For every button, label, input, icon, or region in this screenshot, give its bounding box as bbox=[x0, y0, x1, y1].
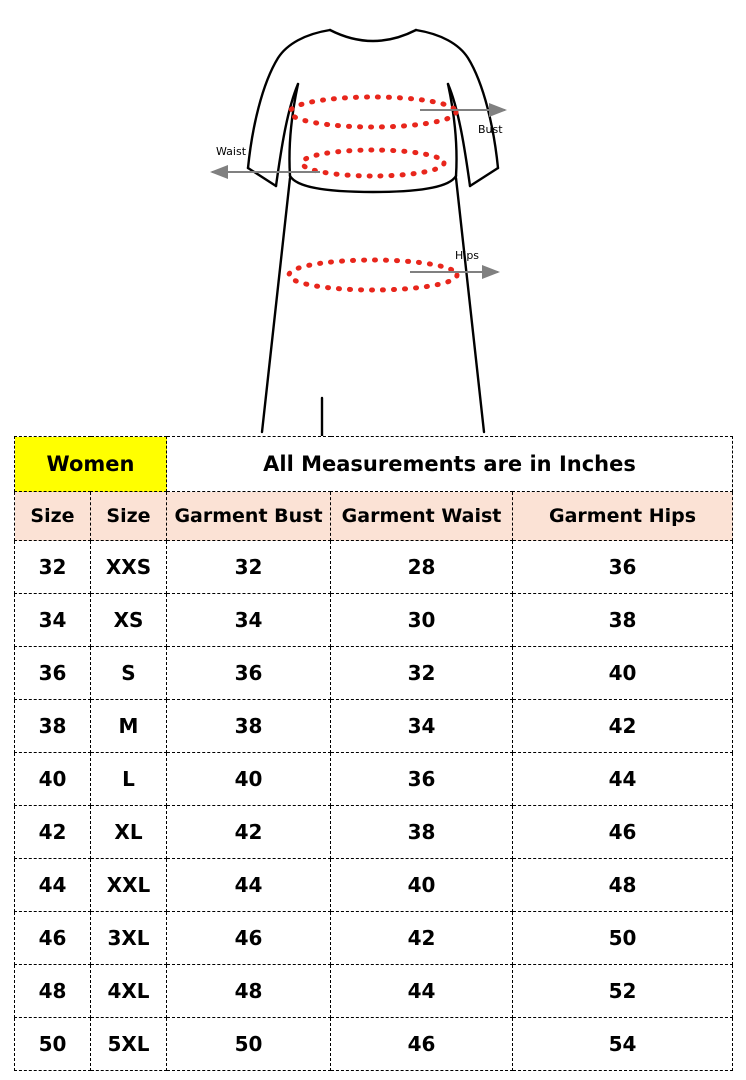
table-row bbox=[15, 753, 733, 806]
cell-size-numeric: 38 bbox=[15, 700, 91, 753]
chart-title-measurements: All Measurements are in Inches bbox=[167, 437, 733, 492]
waist-label: Waist bbox=[216, 145, 247, 158]
cell-bust: 38 bbox=[167, 700, 331, 753]
cell-hips: 46 bbox=[513, 806, 733, 859]
column-header-garment-hips: Garment Hips bbox=[513, 492, 733, 541]
cell-hips: 50 bbox=[513, 912, 733, 965]
cell-waist: 44 bbox=[331, 965, 513, 1018]
cell-bust: 40 bbox=[167, 753, 331, 806]
chart-title-row bbox=[15, 437, 733, 492]
hips-measure-line bbox=[289, 260, 457, 290]
cell-size-numeric: 46 bbox=[15, 912, 91, 965]
cell-bust: 32 bbox=[167, 541, 331, 594]
cell-waist: 30 bbox=[331, 594, 513, 647]
cell-bust: 50 bbox=[167, 1018, 331, 1071]
cell-size-letter: L bbox=[91, 753, 167, 806]
cell-waist: 36 bbox=[331, 753, 513, 806]
measurement-illustration bbox=[0, 0, 746, 436]
cell-size-letter: S bbox=[91, 647, 167, 700]
waist-measure-line bbox=[302, 150, 444, 176]
cell-waist: 38 bbox=[331, 806, 513, 859]
cell-size-letter: XXS bbox=[91, 541, 167, 594]
bust-label: Bust bbox=[478, 123, 503, 136]
cell-waist: 42 bbox=[331, 912, 513, 965]
size-chart-body bbox=[15, 437, 733, 1071]
cell-hips: 48 bbox=[513, 859, 733, 912]
cell-size-letter: 4XL bbox=[91, 965, 167, 1018]
cell-hips: 44 bbox=[513, 753, 733, 806]
cell-waist: 40 bbox=[331, 859, 513, 912]
cell-size-numeric: 36 bbox=[15, 647, 91, 700]
table-row bbox=[15, 594, 733, 647]
table-row bbox=[15, 1018, 733, 1071]
cell-bust: 46 bbox=[167, 912, 331, 965]
column-header-garment-waist: Garment Waist bbox=[331, 492, 513, 541]
table-row bbox=[15, 541, 733, 594]
column-header-size-numeric: Size bbox=[15, 492, 91, 541]
table-row bbox=[15, 647, 733, 700]
chart-title-women: Women bbox=[15, 437, 167, 492]
cell-waist: 28 bbox=[331, 541, 513, 594]
table-row bbox=[15, 912, 733, 965]
cell-bust: 42 bbox=[167, 806, 331, 859]
size-chart-table-wrapper bbox=[14, 436, 732, 1071]
table-row bbox=[15, 859, 733, 912]
cell-size-letter: 5XL bbox=[91, 1018, 167, 1071]
cell-bust: 44 bbox=[167, 859, 331, 912]
cell-size-letter: 3XL bbox=[91, 912, 167, 965]
size-chart-table bbox=[14, 436, 733, 1071]
hips-label: Hips bbox=[455, 249, 480, 262]
cell-hips: 38 bbox=[513, 594, 733, 647]
column-header-size-letter: Size bbox=[91, 492, 167, 541]
cell-bust: 34 bbox=[167, 594, 331, 647]
cell-size-letter: XXL bbox=[91, 859, 167, 912]
column-header-garment-bust: Garment Bust bbox=[167, 492, 331, 541]
cell-size-letter: XL bbox=[91, 806, 167, 859]
table-row bbox=[15, 806, 733, 859]
cell-bust: 36 bbox=[167, 647, 331, 700]
cell-bust: 48 bbox=[167, 965, 331, 1018]
cell-size-numeric: 32 bbox=[15, 541, 91, 594]
cell-hips: 40 bbox=[513, 647, 733, 700]
cell-size-numeric: 40 bbox=[15, 753, 91, 806]
cell-size-letter: XS bbox=[91, 594, 167, 647]
cell-hips: 42 bbox=[513, 700, 733, 753]
cell-hips: 36 bbox=[513, 541, 733, 594]
cell-size-numeric: 34 bbox=[15, 594, 91, 647]
cell-waist: 46 bbox=[331, 1018, 513, 1071]
table-row bbox=[15, 700, 733, 753]
chart-header-row bbox=[15, 492, 733, 541]
cell-size-numeric: 48 bbox=[15, 965, 91, 1018]
bust-measure-line bbox=[290, 97, 456, 127]
cell-hips: 52 bbox=[513, 965, 733, 1018]
table-row bbox=[15, 965, 733, 1018]
cell-waist: 32 bbox=[331, 647, 513, 700]
cell-size-letter: M bbox=[91, 700, 167, 753]
cell-hips: 54 bbox=[513, 1018, 733, 1071]
cell-size-numeric: 50 bbox=[15, 1018, 91, 1071]
cell-size-numeric: 42 bbox=[15, 806, 91, 859]
cell-size-numeric: 44 bbox=[15, 859, 91, 912]
cell-waist: 34 bbox=[331, 700, 513, 753]
